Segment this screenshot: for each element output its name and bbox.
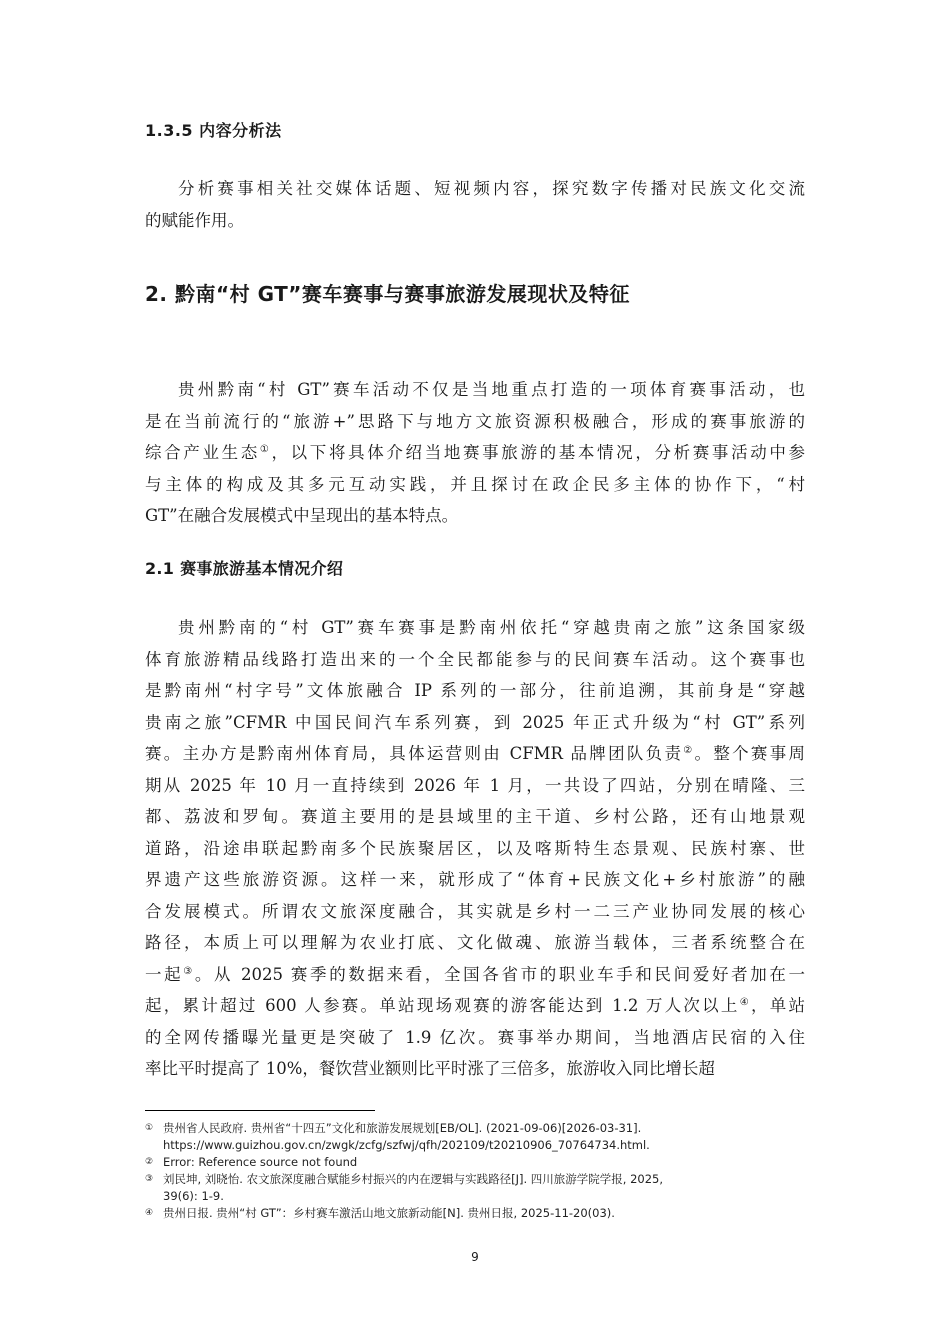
line-text: 率比平时提高了 10%，餐饮营业额则比平时涨了三倍多，旅游收入同比增长超 — [145, 1059, 715, 1078]
text-line — [145, 205, 805, 237]
line-text: 期从 2025 年 10 月一直持续到 2026 年 1 月，一共设了四站，分别在晴隆、三 — [145, 775, 805, 795]
footnote-text: 贵州日报. 贵州“村 GT”：乡村赛车激活山地文旅新动能[N]. 贵州日报, 2025-11-20(03). — [163, 1206, 615, 1220]
footnote-entry — [145, 1120, 805, 1137]
footnote-entry — [145, 1188, 805, 1205]
footnote-entry — [145, 1154, 805, 1171]
text-line — [145, 990, 805, 1022]
line-text: 贵南之旅”CFMR 中国民间汽车系列赛，到 2025 年正式升级为“村 GT”系列 — [145, 712, 805, 732]
text-line — [145, 406, 805, 438]
text-line — [145, 801, 805, 833]
footnote-text: https://www.guizhou.gov.cn/zwgk/zcfg/szfwj/qfh/202109/t20210906_70764734.html. — [163, 1138, 650, 1152]
section-heading-2-1: 2.1 赛事旅游基本情况介绍 — [145, 559, 344, 578]
footnote-text: Error: Reference source not found — [163, 1155, 358, 1169]
footnote-separator — [145, 1110, 375, 1111]
text-line — [145, 896, 805, 928]
text-line — [145, 675, 805, 707]
footnote-number: ③ — [145, 1174, 154, 1184]
footnote-text: 贵州省人民政府. 贵州省“十四五”文化和旅游发展规划[EB/OL]. (2021-09-06)[2026-03-31]. — [163, 1121, 642, 1135]
footnote-text: 39(6): 1-9. — [163, 1189, 224, 1203]
line-text: 。从 2025 赛季的数据来看，全国各省市的职业车手和民间爱好者加在一 — [194, 964, 806, 984]
line-text: 与主体的构成及其多元互动实践，并且探讨在政企民多主体的协作下，“村 — [145, 474, 805, 494]
text-line — [145, 770, 805, 802]
text-line — [145, 644, 805, 676]
text-line — [145, 864, 805, 896]
footnote-entry — [145, 1171, 805, 1188]
line-text: 综合产业生态 — [145, 443, 260, 462]
text-line — [145, 707, 805, 739]
footnote-marker[interactable]: ④ — [739, 997, 751, 1008]
footnote-number: ① — [145, 1123, 154, 1133]
line-text: 贵州黔南“村 GT”赛车活动不仅是当地重点打造的一项体育赛事活动，也 — [178, 380, 805, 399]
line-text: ，以下将具体介绍当地赛事旅游的基本情况，分析赛事活动中参 — [271, 443, 806, 462]
paragraph-event-tourism-overview — [145, 612, 805, 1085]
text-line — [145, 1022, 805, 1054]
line-text: 道路，沿途串联起黔南多个民族聚居区，以及喀斯特生态景观、民族村寨、世 — [145, 838, 805, 858]
text-line — [145, 833, 805, 865]
footnote-marker[interactable]: ③ — [183, 965, 195, 977]
section-heading-1-3-5: 1.3.5 内容分析法 — [145, 121, 282, 140]
line-text: 的赋能作用。 — [145, 210, 244, 230]
text-line — [145, 173, 805, 205]
line-text: 都、荔波和罗甸。赛道主要用的是县域里的主干道、乡村公路，还有山地景观 — [145, 807, 805, 826]
chapter-heading-2: 2. 黔南“村 GT”赛车赛事与赛事旅游发展现状及特征 — [145, 282, 630, 306]
footnote-marker[interactable]: ② — [683, 745, 695, 756]
footnote-number: ② — [145, 1157, 154, 1167]
text-line — [145, 738, 805, 770]
footnote-number: ④ — [145, 1208, 154, 1218]
line-text: 。整个赛事周 — [694, 744, 806, 763]
page-number: 9 — [471, 1250, 479, 1264]
text-line — [145, 469, 805, 501]
line-text: 赛。主办方是黔南州体育局，具体运营则由 CFMR 品牌团队负责 — [145, 744, 684, 763]
line-text: 体育旅游精品线路打造出来的一个全民都能参与的民间赛车活动。这个赛事也 — [145, 649, 805, 669]
line-text: 起，累计超过 600 人参赛。单站现场观赛的游客能达到 1.2 万人次以上 — [145, 996, 740, 1015]
text-line — [145, 500, 805, 532]
line-text: 一起 — [145, 964, 184, 984]
line-text: 是在当前流行的“旅游+”思路下与地方文旅资源积极融合，形成的赛事旅游的 — [145, 411, 805, 431]
footnote-text: 刘民坤, 刘晓怡. 农文旅深度融合赋能乡村振兴的内在逻辑与实践路径[J]. 四川旅游学院学报, 2025, — [163, 1172, 664, 1186]
line-text: 路径，本质上可以理解为农业打底、文化做魂、旅游当载体，三者系统整合在 — [145, 933, 805, 952]
text-line — [145, 437, 805, 469]
line-text: 合发展模式。所谓农文旅深度融合，其实就是乡村一二三产业协同发展的核心 — [145, 901, 805, 921]
footnote-entry — [145, 1205, 805, 1222]
line-text: 界遗产这些旅游资源。这样一来，就形成了“体育+民族文化+乡村旅游”的融 — [145, 870, 805, 889]
line-text: GT”在融合发展模式中呈现出的基本特点。 — [145, 506, 459, 525]
footnote-marker[interactable]: ① — [259, 444, 272, 455]
text-line — [145, 374, 805, 406]
line-text: 的全网传播曝光量更是突破了 1.9 亿次。赛事举办期间，当地酒店民宿的入住 — [145, 1027, 805, 1047]
paragraph-chapter-intro — [145, 374, 805, 532]
text-line — [145, 612, 805, 644]
line-text: ，单站 — [750, 996, 806, 1015]
text-line — [145, 927, 805, 959]
line-text: 贵州黔南的“村 GT”赛车赛事是黔南州依托“穿越贵南之旅”这条国家级 — [178, 618, 805, 637]
line-text: 分析赛事相关社交媒体话题、短视频内容，探究数字传播对民族文化交流 — [178, 179, 805, 198]
paragraph-content-analysis — [145, 173, 805, 236]
line-text: 是黔南州“村字号”文体旅融合 IP 系列的一部分，往前追溯，其前身是“穿越 — [145, 681, 805, 700]
footnotes — [145, 1120, 805, 1222]
footnote-entry — [145, 1137, 805, 1154]
text-line — [145, 1053, 805, 1085]
text-line — [145, 959, 805, 991]
